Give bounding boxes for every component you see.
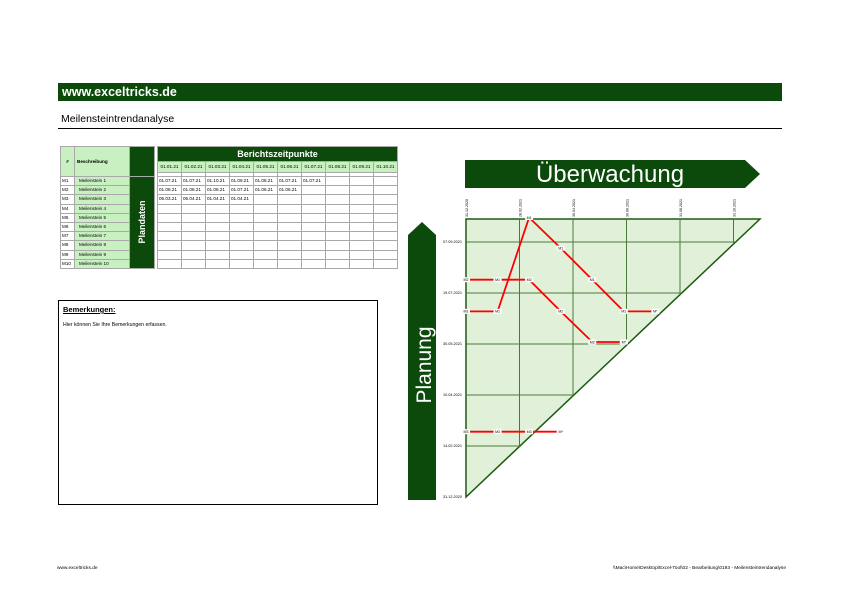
report-date-2: 01.02.21	[182, 162, 206, 173]
plan-value[interactable]: 01.07.21	[302, 177, 326, 186]
table-row	[61, 195, 398, 204]
plan-value[interactable]	[182, 232, 206, 241]
x-tick-label: 30.06.2021	[625, 199, 630, 217]
data-label-M2: M1	[495, 278, 501, 283]
report-date-5: 01.05.21	[254, 162, 278, 173]
plan-value[interactable]	[350, 195, 374, 204]
table-row	[61, 177, 398, 186]
x-tick-label: 31.12.2020	[465, 199, 469, 217]
plan-value[interactable]	[230, 213, 254, 222]
plan-value[interactable]: 01.08.21	[182, 186, 206, 195]
plan-value[interactable]: 01.04.21	[230, 195, 254, 204]
x-tick-label: 30.04.2021	[572, 199, 576, 217]
row-name: Meilenstein 2	[75, 186, 130, 195]
plan-value[interactable]	[350, 250, 374, 259]
plan-value[interactable]	[374, 177, 398, 186]
plan-value[interactable]	[278, 259, 302, 268]
plan-value[interactable]	[302, 259, 326, 268]
row-name: Meilenstein 6	[75, 222, 130, 231]
table-row	[61, 222, 398, 231]
y-tick-label: 19.07.2021	[442, 291, 462, 295]
row-name: Meilenstein 1	[75, 177, 130, 186]
report-date-1: 01.01.21	[158, 162, 182, 173]
milestone-table	[60, 146, 398, 269]
plan-value[interactable]	[302, 232, 326, 241]
plan-value[interactable]	[326, 186, 350, 195]
data-label-M2: M2	[589, 340, 595, 345]
plan-value[interactable]	[302, 241, 326, 250]
chart-triangle	[463, 219, 760, 497]
plan-value[interactable]	[206, 259, 230, 268]
plan-value[interactable]	[350, 259, 374, 268]
row-name: Meilenstein 3	[75, 195, 130, 204]
plan-value[interactable]	[278, 195, 302, 204]
plan-value[interactable]	[326, 250, 350, 259]
row-id: M3	[61, 195, 75, 204]
page-title: Meilensteintrendanalyse	[61, 113, 175, 125]
row-name: Meilenstein 7	[75, 232, 130, 241]
table-row	[61, 250, 398, 259]
plan-value[interactable]	[326, 241, 350, 250]
plan-value[interactable]	[182, 213, 206, 222]
plan-value[interactable]	[374, 259, 398, 268]
plan-value[interactable]: 01.08.21	[158, 186, 182, 195]
plan-value[interactable]	[326, 204, 350, 213]
y-tick-label: 30.05.2021	[442, 342, 462, 346]
milestone-trend-chart	[400, 150, 770, 505]
y-tick-label: 31.12.2020	[442, 495, 462, 499]
row-id: M7	[61, 232, 75, 241]
plan-value[interactable]	[254, 213, 278, 222]
report-date-9: 01.09.21	[350, 162, 374, 173]
plan-value[interactable]	[278, 250, 302, 259]
plan-value[interactable]: 01.04.21	[206, 195, 230, 204]
row-name: Meilenstein 9	[75, 250, 130, 259]
row-id: M9	[61, 250, 75, 259]
plan-value[interactable]: 01.08.21	[206, 186, 230, 195]
plan-value[interactable]	[182, 259, 206, 268]
row-name: Meilenstein 4	[75, 204, 130, 213]
header-gap	[130, 147, 155, 177]
plan-value[interactable]	[374, 250, 398, 259]
row-id: M1	[61, 177, 75, 186]
plan-value[interactable]	[254, 232, 278, 241]
data-label-M2: M*	[621, 340, 627, 345]
plan-label-cell	[130, 177, 155, 269]
report-date-4: 01.04.21	[230, 162, 254, 173]
plan-value[interactable]	[374, 241, 398, 250]
data-label-M2: M2	[526, 278, 532, 283]
plan-value[interactable]	[230, 222, 254, 231]
plan-value[interactable]	[254, 222, 278, 231]
plan-value[interactable]	[350, 186, 374, 195]
plan-value[interactable]	[230, 250, 254, 259]
table-row	[61, 241, 398, 250]
plan-value[interactable]	[350, 222, 374, 231]
table-row	[61, 204, 398, 213]
row-id: M5	[61, 213, 75, 222]
plan-value[interactable]	[326, 232, 350, 241]
x-tick-label: 31.10.2021	[732, 199, 737, 217]
plan-value[interactable]: 05.04.21	[182, 195, 206, 204]
row-id: M8	[61, 241, 75, 250]
plan-value[interactable]	[206, 204, 230, 213]
plan-value[interactable]	[350, 204, 374, 213]
site-banner: www.exceltricks.de	[58, 83, 782, 101]
plan-value[interactable]	[254, 259, 278, 268]
plan-value[interactable]	[302, 222, 326, 231]
plan-value[interactable]	[230, 232, 254, 241]
data-label-M3: M3	[526, 430, 532, 435]
plan-value[interactable]	[182, 222, 206, 231]
table-row	[61, 259, 398, 268]
remarks-box[interactable]	[58, 300, 378, 505]
data-label-M1: M1	[589, 278, 595, 283]
plan-value[interactable]	[206, 213, 230, 222]
plan-value[interactable]	[374, 213, 398, 222]
plan-value[interactable]: 01.06.21	[278, 186, 302, 195]
plan-value[interactable]	[254, 195, 278, 204]
plan-value[interactable]	[254, 250, 278, 259]
data-label-M1: M1	[526, 215, 532, 220]
report-header: Berichtszeitpunkte	[158, 147, 398, 162]
plan-value[interactable]	[182, 241, 206, 250]
remarks-title: Bemerkungen:	[63, 305, 116, 314]
plan-value[interactable]	[158, 232, 182, 241]
data-label-M1: M1	[558, 246, 564, 251]
report-date-7: 01.07.21	[302, 162, 326, 173]
plan-label: Plandaten	[137, 200, 147, 244]
row-id: M2	[61, 186, 75, 195]
table-row	[61, 232, 398, 241]
plan-value[interactable]: 01.09.21	[230, 177, 254, 186]
plan-value[interactable]	[326, 213, 350, 222]
plan-value[interactable]: 01.06.21	[254, 186, 278, 195]
row-name: Meilenstein 10	[75, 259, 130, 268]
plan-value[interactable]	[278, 204, 302, 213]
plan-value[interactable]	[206, 250, 230, 259]
plan-value[interactable]	[278, 213, 302, 222]
plan-value[interactable]	[278, 232, 302, 241]
report-date-10: 01.10.21	[374, 162, 398, 173]
data-label-M1: M1	[463, 309, 469, 314]
plan-value[interactable]	[230, 204, 254, 213]
report-date-6: 01.06.21	[278, 162, 302, 173]
table-row	[61, 213, 398, 222]
y-tick-label: 07.09.2021	[442, 240, 462, 244]
data-label-M1: M1	[621, 309, 627, 314]
report-date-3: 01.03.21	[206, 162, 230, 173]
plan-value[interactable]	[230, 259, 254, 268]
plan-value[interactable]: 05.03.21	[158, 195, 182, 204]
plan-value[interactable]	[206, 241, 230, 250]
footer-path: \\Mac\Home\Desktop\Excel-Tool\02 - Bearbeitung\0193 - Meilensteintrendanalyse	[612, 566, 786, 571]
y-tick-label: 14.02.2021	[442, 444, 462, 448]
plan-value[interactable]	[158, 204, 182, 213]
plan-value[interactable]	[302, 213, 326, 222]
plan-value[interactable]: 01.07.21	[230, 186, 254, 195]
title-divider	[58, 128, 782, 129]
y-axis-label: Planung	[413, 326, 436, 404]
plan-value[interactable]	[350, 232, 374, 241]
plan-value[interactable]	[206, 232, 230, 241]
plan-value[interactable]	[374, 186, 398, 195]
plan-value[interactable]	[326, 259, 350, 268]
plan-value[interactable]	[350, 241, 374, 250]
plan-value[interactable]	[350, 177, 374, 186]
y-tick-label: 10.04.2021	[442, 393, 462, 397]
plan-value[interactable]	[374, 222, 398, 231]
plan-value[interactable]	[302, 195, 326, 204]
data-label-M2: M2	[558, 309, 564, 314]
plan-value[interactable]	[326, 195, 350, 204]
remarks-text[interactable]: Hier können Sie Ihre Bemerkungen erfassen.	[63, 322, 167, 328]
plan-value[interactable]	[302, 186, 326, 195]
plan-value[interactable]	[374, 195, 398, 204]
plan-value[interactable]	[374, 204, 398, 213]
plan-value[interactable]	[182, 204, 206, 213]
x-tick-label: 31.08.2021	[679, 199, 683, 217]
data-label-M3: M3	[463, 430, 469, 435]
plan-value[interactable]: 01.07.21	[158, 177, 182, 186]
data-label-M3: M*	[558, 430, 563, 435]
plan-value[interactable]	[182, 250, 206, 259]
plan-value[interactable]	[278, 241, 302, 250]
plan-value[interactable]	[158, 222, 182, 231]
plan-value[interactable]	[302, 250, 326, 259]
col-num-header: #	[61, 147, 75, 177]
plan-value[interactable]	[230, 241, 254, 250]
table-row	[61, 186, 398, 195]
plan-value[interactable]	[158, 213, 182, 222]
plan-value[interactable]	[326, 222, 350, 231]
plan-value[interactable]	[350, 213, 374, 222]
plan-value[interactable]	[278, 222, 302, 231]
data-label-M3: M3	[495, 430, 501, 435]
row-name: Meilenstein 5	[75, 213, 130, 222]
plan-value[interactable]	[254, 241, 278, 250]
plan-value[interactable]	[158, 250, 182, 259]
plan-value[interactable]	[158, 241, 182, 250]
report-date-8: 01.08.21	[326, 162, 350, 173]
row-id: M4	[61, 204, 75, 213]
row-id: M6	[61, 222, 75, 231]
plan-value[interactable]	[254, 204, 278, 213]
plan-value[interactable]	[374, 232, 398, 241]
x-tick-label: 28.02.2021	[518, 199, 523, 217]
plan-value[interactable]: 01.07.21	[278, 177, 302, 186]
plan-value[interactable]	[302, 204, 326, 213]
plan-value[interactable]	[326, 177, 350, 186]
plan-value[interactable]	[206, 222, 230, 231]
row-name: Meilenstein 8	[75, 241, 130, 250]
footer-site: www.exceltricks.de	[57, 566, 98, 571]
data-label-M1: M*	[653, 309, 658, 314]
data-label-M1: M1	[495, 309, 501, 314]
plan-value[interactable]: 01.07.21	[182, 177, 206, 186]
plan-value[interactable]	[158, 259, 182, 268]
data-label-M2: M2	[463, 278, 469, 283]
plan-value[interactable]: 01.08.21	[254, 177, 278, 186]
plan-value[interactable]: 01.10.21	[206, 177, 230, 186]
col-desc-header: Beschreibung	[75, 147, 130, 177]
x-axis-label: Überwachung	[535, 161, 685, 188]
row-id: M10	[61, 259, 75, 268]
